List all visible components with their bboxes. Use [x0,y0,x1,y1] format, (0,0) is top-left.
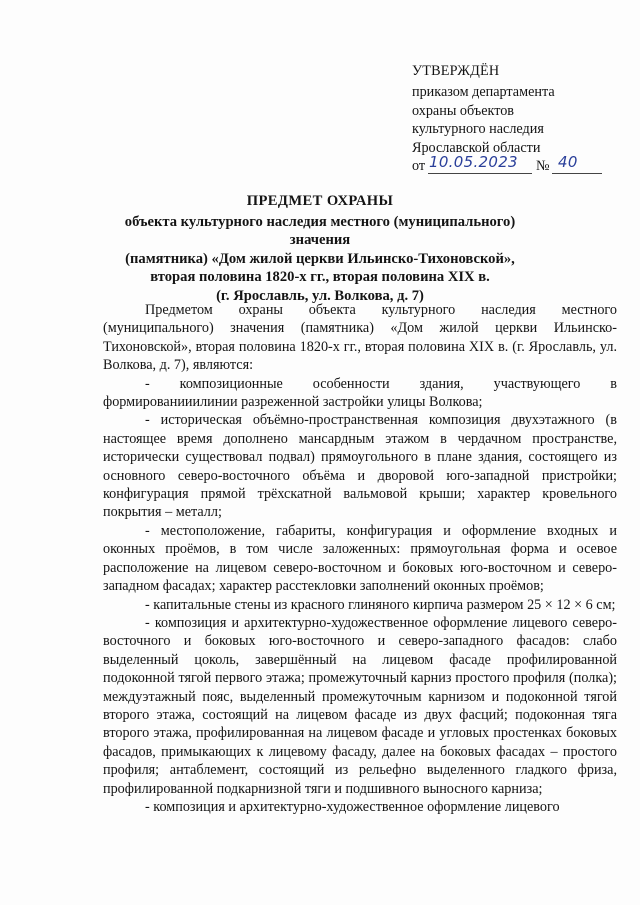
approval-line: приказом департамента [412,84,555,101]
handwritten-number: 40 [558,153,578,172]
handwritten-date: 10.05.2023 [429,153,518,172]
title-line: объекта культурного наследия местного (муниципального) значения [124,213,516,249]
list-item: - композиционные особенности здания, участвующего в формированииилинии разреженной застройки улицы Волкова; [103,375,617,411]
approval-line: охраны объектов [412,102,514,119]
list-item: - историческая объёмно-пространственная композиция двухэтажного (в настоящее время дополнено мансардным этажом в чердачном пространстве, исторически существовал подвал) прямоугольного в плане здания, состоящего из основного северо-восточного объёма и дворовой юго-западной пристройки; конфигурация прямой трёхскатной вальмовой крыши; характер кровельного покрытия – металл; [103,412,617,521]
number-prefix: № [536,158,550,175]
title-line: (памятника) «Дом жилой церкви Ильинско-Тихоновской», [125,250,515,267]
list-item: - композиция и архитектурно-художественное оформление лицевого северо-восточного и боковых юго-восточного и северо-западного фасадов: слабо выделенный цоколь, завершённый на лицевом фасаде профилированной подоконной тягой первого этажа; промежуточный карниз простого профиля (полка); междуэтажный пояс, выделенный промежуточным карнизом и подоконной тягой второго этажа, состоящий на лицевом фасаде из двух фасций; подоконная тяга второго этажа, профилированная на лицевом фасаде и угловых простенках боковых фасадов, примыкающих к лицевому фасаду, далее на боковых фасадах – простого профиля; антаблемент, состоящий из рельефно выделенного гладкого фриза, профилированной подкарнизной тяги и подшивного выносного карниза; [103,614,617,797]
document-title [100,192,540,306]
list-item: - капитальные стены из красного глиняного кирпича размером 25 × 12 × 6 см; [145,596,616,613]
list-item: - композиция и архитектурно-художественное оформление лицевого [145,798,560,815]
date-underline [428,173,532,174]
document-body [103,301,617,816]
list-item: - местоположение, габариты, конфигурация и оформление входных и оконных проёмов, в том числе заложенных: прямоугольная форма и осевое расположение на лицевом северо-восточном и боковых юго-восточном и северо-западном фасадах; характер расстекловки заполнений оконных проёмов; [103,522,617,595]
number-underline [552,173,602,174]
approval-date-number-row [412,153,627,177]
title-line: вторая половина 1820-х гг., вторая половина XIX в. [150,269,490,286]
approval-line: Ярославской области [412,139,541,156]
date-prefix: от [412,158,426,175]
title-line: (г. Ярославль, ул. Волкова, д. 7) [216,287,424,304]
body-paragraph: Предметом охраны объекта культурного наследия местного (муниципального) значения (памятника) «Дом жилой церкви Ильинско-Тихоновской», вторая половина 1820-х гг., вторая половина XIX в. (г. Ярославль, ул. Волкова, д. 7), являются: [103,302,617,374]
approval-line: культурного наследия [412,121,544,138]
approval-block [412,62,627,177]
title-main: ПРЕДМЕТ ОХРАНЫ [246,193,394,209]
approval-heading: УТВЕРЖДЁН [412,63,500,79]
